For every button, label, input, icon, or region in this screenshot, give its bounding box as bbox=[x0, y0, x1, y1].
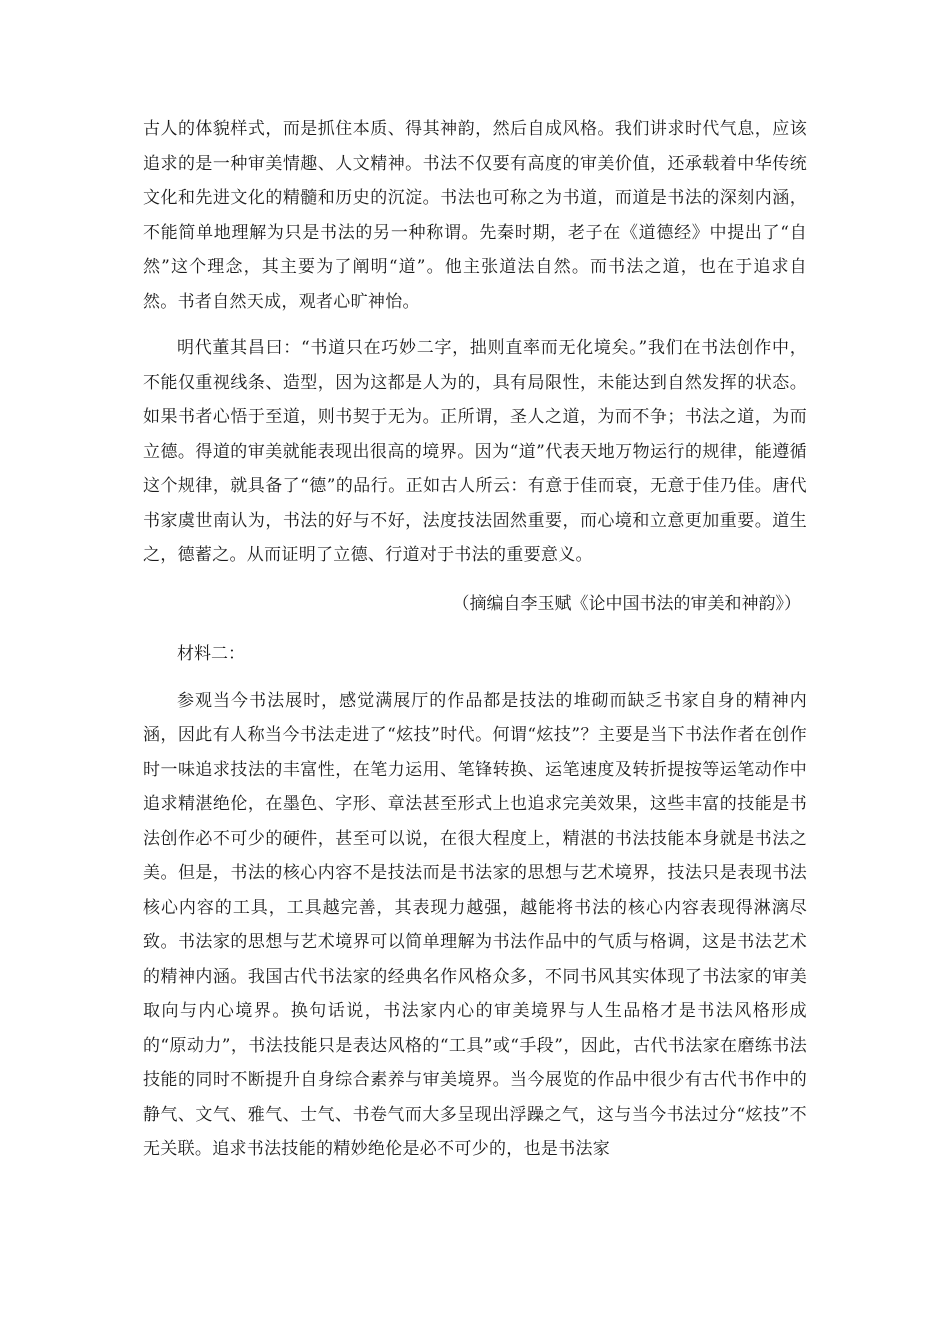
material-2-heading: 材料二： bbox=[177, 644, 245, 664]
source-citation: （摘编自李玉赋《论中国书法的审美和神韵》） bbox=[452, 593, 801, 614]
document-page bbox=[143, 112, 807, 1167]
paragraph-1: 古人的体貌样式，而是抓住本质、得其神韵，然后自成风格。我们讲求时代气息，应该追求的是一种审美情趣、人文精神。书法不仅要有高度的审美价值，还承载着中华传统文化和先进文化的精髓和历史的沉淀。书法也可称之为书道，而道是书法的深刻内涵，不能简单地理解为只是书法的另一种称谓。先秦时期，老子在《道德经》中提出了“自然”这个理念，其主要为了阐明“道”。他主张道法自然。而书法之道，也在于追求自然。书者自然天成，观者心旷神怡。 bbox=[143, 119, 807, 312]
paragraph-3: 参观当今书法展时，感觉满展厅的作品都是技法的堆砌而缺乏书家自身的精神内涵，因此有人称当今书法走进了“炫技”时代。何谓“炫技”？主要是当下书法作者在创作时一味追求技法的丰富性，在笔力运用、笔锋转换、运笔速度及转折提按等运笔动作中追求精湛绝伦，在墨色、字形、章法甚至形式上也追求完美效果，这些丰富的技能是书法创作必不可少的硬件，甚至可以说，在很大程度上，精湛的书法技能本身就是书法之美。但是，书法的核心内容不是技法而是书法家的思想与艺术境界，技法只是表现书法核心内容的工具，工具越完善，其表现力越强，越能将书法的核心内容表现得淋漓尽致。书法家的思想与艺术境界可以简单理解为书法作品中的气质与格调，这是书法艺术的精神内涵。我国古代书法家的经典名作风格众多，不同书风其实体现了书法家的审美取向与内心境界。换句话说，书法家内心的审美境界与人生品格才是书法风格形成的“原动力”，书法技能只是表达风格的“工具”或“手段”，因此，古代书法家在磨练书法技能的同时不断提升自身综合素养与审美境界。当今展览的作品中很少有古代书作中的静气、文气、雅气、士气、书卷气而大多呈现出浮躁之气，这与当今书法过分“炫技”不无关联。追求书法技能的精妙绝伦是必不可少的，也是书法家 bbox=[143, 690, 807, 1159]
paragraph-2: 明代董其昌曰：“书道只在巧妙二字，拙则直率而无化境矣。”我们在书法创作中，不能仅重视线条、造型，因为这都是人为的，具有局限性，未能达到自然发挥的状态。如果书者心悟于至道，则书契于无为。正所谓，圣人之道，为而不争；书法之道，为而立德。得道的审美就能表现出很高的境界。因为“道”代表天地万物运行的规律，能遵循这个规律，就具备了“德”的品行。正如古人所云：有意于佳而衰，无意于佳乃佳。唐代书家虞世南认为，书法的好与不好，法度技法固然重要，而心境和立意更加重要。道生之，德蓄之。从而证明了立德、行道对于书法的重要意义。 bbox=[143, 338, 807, 565]
